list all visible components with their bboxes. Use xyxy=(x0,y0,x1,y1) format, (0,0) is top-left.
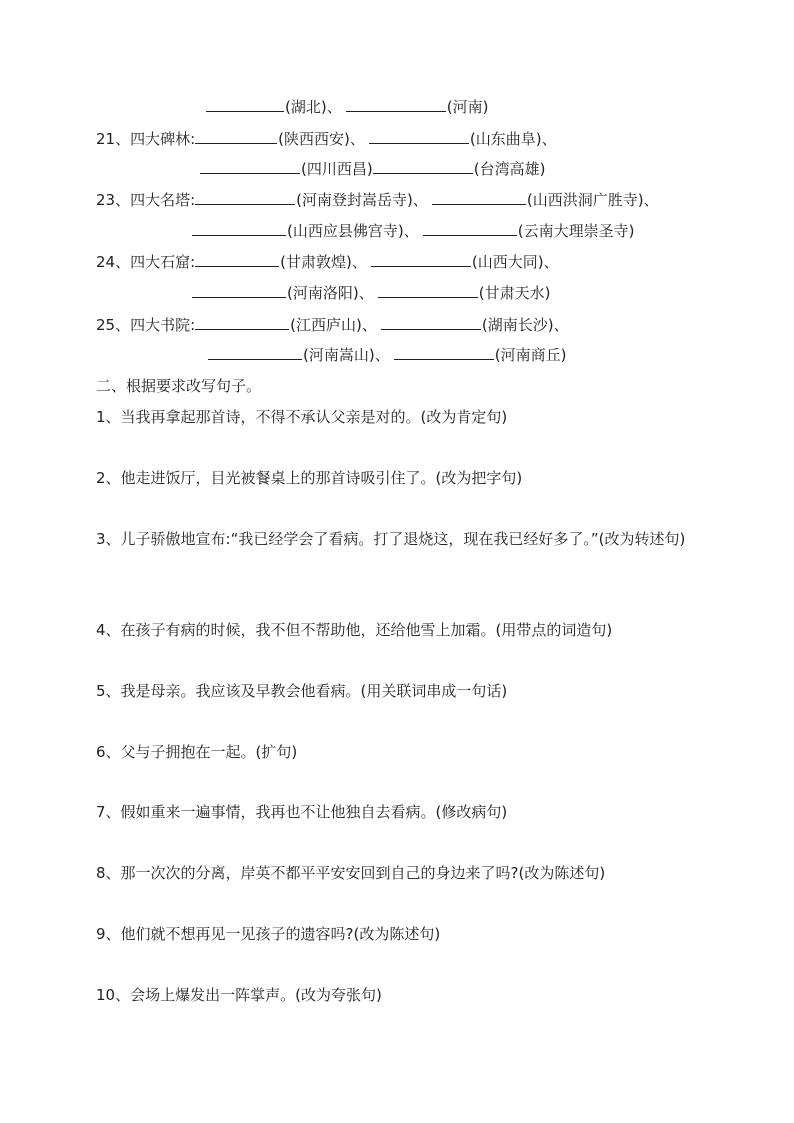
item-25-line1 xyxy=(96,315,569,335)
item-label: 23、四大名塔: xyxy=(96,191,196,209)
item-20-continuation xyxy=(206,97,488,117)
answer-blank[interactable] xyxy=(200,159,300,174)
answer-blank[interactable] xyxy=(371,252,471,267)
item-label: 24、四大石窟: xyxy=(96,253,196,271)
answer-blank[interactable] xyxy=(195,315,289,330)
hint-text: (河南洛阳)、 xyxy=(287,284,374,302)
hint-text: (甘肃天水) xyxy=(478,284,551,302)
question-1: 1、当我再拿起那首诗，不得不承认父亲是对的。(改为肯定句) xyxy=(96,408,508,426)
question-3: 3、儿子骄傲地宣布:“我已经学会了看病。打了退烧这，现在我已经好多了。”(改为转述句) xyxy=(96,530,686,548)
hint-text: (山西大同)、 xyxy=(471,253,559,271)
hint-text: (湖北)、 xyxy=(285,98,342,116)
hint-text: (云南大理崇圣寺) xyxy=(517,222,635,240)
hint-text: (山西洪洞广胜寺)、 xyxy=(526,191,659,209)
item-24-line2 xyxy=(192,283,550,303)
hint-text: (河南) xyxy=(446,98,489,116)
answer-blank[interactable] xyxy=(432,190,526,205)
answer-blank[interactable] xyxy=(206,97,284,112)
item-24-line1 xyxy=(96,252,559,272)
item-23-line2 xyxy=(192,221,634,241)
hint-text: (甘肃敦煌)、 xyxy=(280,253,367,271)
answer-blank[interactable] xyxy=(423,221,517,236)
hint-text: (山东曲阜)、 xyxy=(469,130,557,148)
question-2: 2、他走进饭厅，目光被餐桌上的那首诗吸引住了。(改为把字句) xyxy=(96,469,523,487)
answer-blank[interactable] xyxy=(373,159,473,174)
question-5: 5、我是母亲。我应该及早教会他看病。(用关联词串成一句话) xyxy=(96,682,508,700)
item-21-line1 xyxy=(96,129,557,149)
question-9: 9、他们就不想再见一见孩子的遗容吗?(改为陈述句) xyxy=(96,925,441,943)
answer-blank[interactable] xyxy=(208,345,302,360)
answer-blank[interactable] xyxy=(394,345,494,360)
answer-blank[interactable] xyxy=(192,283,286,298)
answer-blank[interactable] xyxy=(381,315,481,330)
answer-blank[interactable] xyxy=(195,190,295,205)
hint-text: (河南嵩山)、 xyxy=(303,346,390,364)
question-7: 7、假如重来一遍事情，我再也不让他独自去看病。(修改病句) xyxy=(96,803,508,821)
item-25-line2 xyxy=(208,345,566,365)
question-8: 8、那一次次的分离，岸英不都平平安安回到自己的身边来了吗?(改为陈述句) xyxy=(96,864,606,882)
answer-blank[interactable] xyxy=(192,221,286,236)
hint-text: (陕西西安)、 xyxy=(278,130,365,148)
item-21-line2 xyxy=(200,159,545,179)
answer-blank[interactable] xyxy=(346,97,446,112)
answer-blank[interactable] xyxy=(195,129,277,144)
item-label: 21、四大碑林: xyxy=(96,130,196,148)
answer-blank[interactable] xyxy=(195,252,279,267)
hint-text: (台湾高雄) xyxy=(473,160,546,178)
answer-blank[interactable] xyxy=(378,283,478,298)
hint-text: (河南登封嵩岳寺)、 xyxy=(296,191,428,209)
question-4: 4、在孩子有病的时候，我不但不帮助他，还给他雪上加霜。(用带点的词造句) xyxy=(96,621,613,639)
hint-text: (湖南长沙)、 xyxy=(481,316,569,334)
question-10: 10、会场上爆发出一阵掌声。(改为夸张句) xyxy=(96,986,382,1004)
hint-text: (江西庐山)、 xyxy=(290,316,377,334)
answer-blank[interactable] xyxy=(369,129,469,144)
hint-text: (山西应县佛宫寺)、 xyxy=(287,222,419,240)
item-label: 25、四大书院: xyxy=(96,316,196,334)
question-6: 6、父与子拥抱在一起。(扩句) xyxy=(96,743,298,761)
hint-text: (河南商丘) xyxy=(494,346,567,364)
item-23-line1 xyxy=(96,190,659,210)
section-heading: 二、根据要求改写句子。 xyxy=(96,377,262,395)
hint-text: (四川西昌) xyxy=(301,160,373,178)
